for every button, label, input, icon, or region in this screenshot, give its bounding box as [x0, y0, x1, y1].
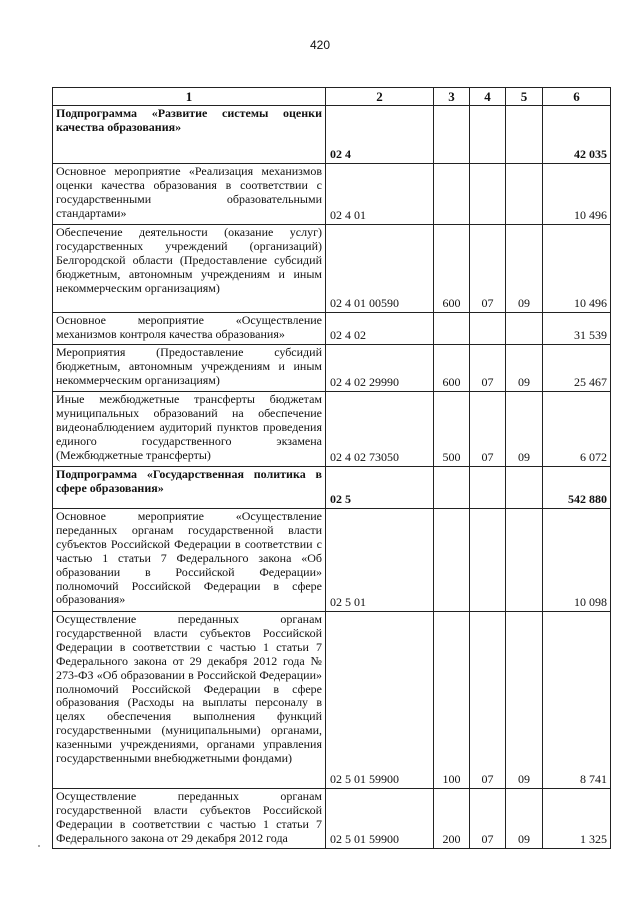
row-description: Подпрограмма «Развитие системы оценки качества образования»: [53, 106, 326, 164]
table-row: [53, 313, 611, 345]
row-code: 02 4: [326, 106, 434, 164]
row-col3: 600: [434, 225, 470, 313]
table-row: [53, 106, 611, 164]
scan-speck: [38, 845, 40, 847]
page-number: 420: [309, 38, 331, 52]
table-row: [53, 164, 611, 225]
table-row: [53, 509, 611, 612]
row-description: Основное мероприятие «Осуществление переданных органам государственной власти субъектов Российской Федерации в соответствии с частью 1 статьи 7 Федерального закона «Об образовании в Российской Федерации» полномочий Российской Федерации в сфере образования»: [53, 509, 326, 612]
row-col3: 100: [434, 612, 470, 789]
row-amount: 10 496: [543, 225, 611, 313]
header-col-2: 2: [326, 88, 434, 106]
table-row: [53, 467, 611, 509]
table-row: [53, 789, 611, 849]
row-col3: [434, 467, 470, 509]
row-code: 02 5 01 59900: [326, 612, 434, 789]
row-col5: [506, 106, 543, 164]
row-col5: 09: [506, 612, 543, 789]
row-description: Обеспечение деятельности (оказание услуг) государственных учреждений (организаций) Белгородской области (Предоставление субсидий бюджетным, автономным учреждениям и иным некоммерческим организациям): [53, 225, 326, 313]
row-description: Основное мероприятие «Осуществление механизмов контроля качества образования»: [53, 313, 326, 345]
row-col4: [470, 313, 506, 345]
row-amount: 8 741: [543, 612, 611, 789]
row-col3: [434, 313, 470, 345]
table-row: [53, 392, 611, 467]
row-description: Осуществление переданных органам государственной власти субъектов Российской Федерации в соответствии с частью 1 статьи 7 Федерального закона от 29 декабря 2012 года № 273-ФЗ «Об образовании в Российской Федерации» полномочий Российской Федерации в сфере образования (Расходы на выплаты персоналу в целях обеспечения выполнения функций государственными (муниципальными) органами, казенными учреждениями, органами управления государственными внебюджетными фондами): [53, 612, 326, 789]
row-code: 02 4 01: [326, 164, 434, 225]
row-col4: [470, 164, 506, 225]
row-code: 02 4 02: [326, 313, 434, 345]
row-col4: 07: [470, 612, 506, 789]
row-amount: 25 467: [543, 345, 611, 392]
row-amount: 1 325: [543, 789, 611, 849]
row-amount: 31 539: [543, 313, 611, 345]
row-code: 02 4 02 73050: [326, 392, 434, 467]
row-col5: 09: [506, 345, 543, 392]
row-col3: 500: [434, 392, 470, 467]
row-description: Осуществление переданных органам государственной власти субъектов Российской Федерации в соответствии с частью 1 статьи 7 Федерального закона от 29 декабря 2012 года: [53, 789, 326, 849]
table-row: [53, 345, 611, 392]
row-col5: 09: [506, 392, 543, 467]
row-description: Мероприятия (Предоставление субсидий бюджетным, автономным учреждениям и иным некоммерческим организациям): [53, 345, 326, 392]
row-col3: 200: [434, 789, 470, 849]
row-col4: 07: [470, 789, 506, 849]
row-amount: 6 072: [543, 392, 611, 467]
header-row: [53, 88, 611, 106]
row-col4: [470, 509, 506, 612]
row-col3: [434, 164, 470, 225]
row-code: 02 4 02 29990: [326, 345, 434, 392]
row-description: Иные межбюджетные трансферты бюджетам муниципальных образований на обеспечение видеонаблюдением аудиторий пунктов проведения единого государственного экзамена (Межбюджетные трансферты): [53, 392, 326, 467]
row-col5: 09: [506, 225, 543, 313]
table-row: [53, 225, 611, 313]
row-col5: [506, 313, 543, 345]
header-col-3: 3: [434, 88, 470, 106]
row-description: Основное мероприятие «Реализация механизмов оценки качества образования в соответствии с государственными образовательными стандартами»: [53, 164, 326, 225]
row-col3: [434, 509, 470, 612]
row-code: 02 5: [326, 467, 434, 509]
row-col4: 07: [470, 225, 506, 313]
row-code: 02 5 01: [326, 509, 434, 612]
row-col5: [506, 509, 543, 612]
header-col-5: 5: [506, 88, 543, 106]
row-col4: [470, 467, 506, 509]
table-row: [53, 612, 611, 789]
row-amount: 10 098: [543, 509, 611, 612]
row-amount: 542 880: [543, 467, 611, 509]
header-col-4: 4: [470, 88, 506, 106]
row-col3: 600: [434, 345, 470, 392]
row-col5: [506, 164, 543, 225]
row-code: 02 4 01 00590: [326, 225, 434, 313]
header-col-1: 1: [53, 88, 326, 106]
row-col4: 07: [470, 392, 506, 467]
row-col5: 09: [506, 789, 543, 849]
header-col-6: 6: [543, 88, 611, 106]
row-col4: [470, 106, 506, 164]
row-amount: 10 496: [543, 164, 611, 225]
row-description: Подпрограмма «Государственная политика в сфере образования»: [53, 467, 326, 509]
row-amount: 42 035: [543, 106, 611, 164]
row-col3: [434, 106, 470, 164]
row-col5: [506, 467, 543, 509]
row-code: 02 5 01 59900: [326, 789, 434, 849]
budget-table: [52, 87, 611, 849]
row-col4: 07: [470, 345, 506, 392]
